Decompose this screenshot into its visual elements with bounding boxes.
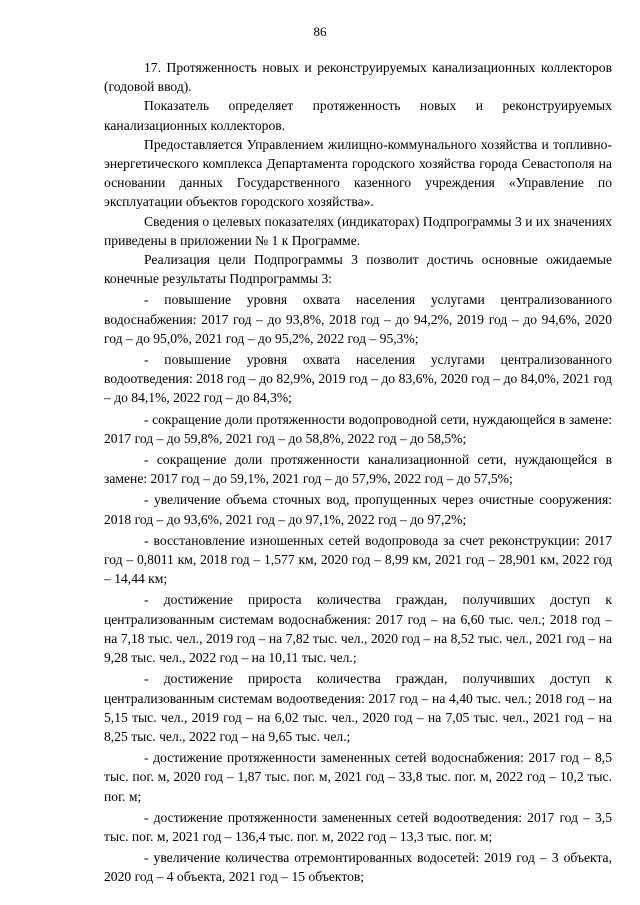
result-item-water-network-restoration: - восстановление изношенных сетей водопровода за счет реконструкции: 2017 год – 0,8011 км, 2018 год – 1,577 км, 2020 год – 8,99 км, 2021 год – 28,901 км, 2022 год – 14,44 км; <box>104 532 612 587</box>
result-item-sewerage-access: - достижение прироста количества граждан, получивших доступ к централизованным системам водоотведения: 2017 год – на 4,40 тыс. чел.; 2018 год – на 5,15 тыс. чел., 2019 год – на 6,02 тыс. чел., 2020 год – на 7,05 тыс. чел., 2021 год – на 8,25 тыс. чел., 2022 год – на 9,65 тыс. чел.; <box>104 671 612 744</box>
result-item-replaced-sewer-networks: - достижение протяженности замененных сетей водоотведения: 2017 год – 3,5 тыс. пог. м, 2021 год – 136,4 тыс. пог. м, 2022 год – 13,3 тыс. пог. м; <box>104 809 612 844</box>
result-item-water-supply-coverage: - повышение уровня охвата населения услугами централизованного водоснабжения: 2017 год – до 93,8%, 2018 год – до 94,2%, 2019 год – до 94,6%, 2020 год – до 95,0%, 2021 год – до 95,2%, 2022 год – 95,3%; <box>104 292 612 346</box>
result-item-repaired-water-networks: - увеличение количества отремонтированных водосетей: 2019 год – 3 объекта, 2020 год – 4 объекта, 2021 год – 15 объектов; <box>104 850 612 885</box>
paragraph-indicator-17: 17. Протяженность новых и реконструируемых канализационных коллекторов (годовой ввод). <box>104 60 612 95</box>
paragraph-expected-results-intro: Реализация цели Подпрограммы 3 позволит достичь основные ожидаемые конечные результаты Подпрограммы 3: <box>104 252 612 287</box>
result-item-sewerage-coverage: - повышение уровня охвата населения услугами централизованного водоотведения: 2018 год – до 82,9%, 2019 год – до 83,6%, 2020 год – до 84,0%, 2021 год – до 84,1%, 2022 год – до 84,3%; <box>104 352 612 406</box>
document-body <box>104 58 612 887</box>
result-item-replaced-water-networks: - достижение протяженности замененных сетей водоснабжения: 2017 год – 8,5 тыс. пог. м, 2020 год – 1,87 тыс. пог. м, 2021 год – 33,8 тыс. пог. м, 2022 год – 10,2 тыс. пог. м; <box>104 750 612 804</box>
result-item-wastewater-treatment: - увеличение объема сточных вод, пропущенных через очистные сооружения: 2018 год – до 93,6%, 2021 год – до 97,1%, 2022 год – до 97,2%; <box>104 492 612 527</box>
paragraph-indicators-reference: Сведения о целевых показателях (индикаторах) Подпрограммы 3 и их значениях приведены в приложении № 1 к Программе. <box>104 213 612 248</box>
result-item-sewer-network-share: - сокращение доли протяженности канализационной сети, нуждающейся в замене: 2017 год – до 59,1%, 2021 год – до 57,9%, 2022 год – до 57,5%; <box>104 452 612 487</box>
result-item-water-network-share: - сокращение доли протяженности водопроводной сети, нуждающейся в замене: 2017 год – до 59,8%, 2021 год – до 58,8%, 2022 год – до 58,5%; <box>104 411 612 446</box>
paragraph-indicator-definition: Показатель определяет протяженность новых и реконструируемых канализационных коллекторов. <box>104 98 612 133</box>
page-number: 86 <box>313 24 327 39</box>
result-item-water-supply-access: - достижение прироста количества граждан, получивших доступ к централизованным системам водоснабжения: 2017 год – на 6,60 тыс. чел.; 2018 год – на 7,18 тыс. чел., 2019 год – на 7,82 тыс. чел., 2020 год – на 8,52 тыс. чел., 2021 год – на 9,28 тыс. чел., 2022 год – на 10,11 тыс. чел.; <box>104 592 612 666</box>
paragraph-data-source: Предоставляется Управлением жилищно-коммунального хозяйства и топливно-энергетического комплекса Департамента городского хозяйства города Севастополя на основании данных Государственного казенного учреждения «Управление по эксплуатации объектов городского хозяйства». <box>104 136 612 210</box>
